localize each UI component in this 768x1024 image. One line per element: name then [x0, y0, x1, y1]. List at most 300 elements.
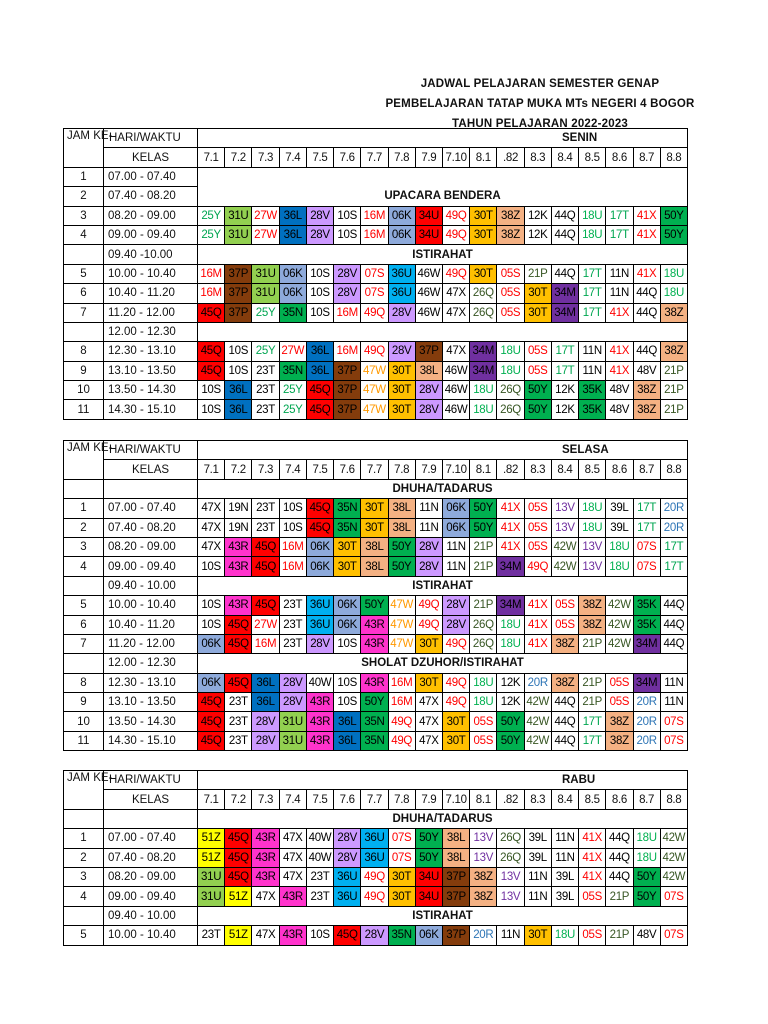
time-cell: 09.40 - 10.00 — [104, 576, 198, 595]
subject-cell: 43R — [361, 615, 388, 634]
subject-cell: 51Z — [198, 848, 225, 867]
subject-cell: 42W — [524, 712, 551, 731]
subject-cell: 28V — [334, 264, 361, 283]
class-column-header: 8.1 — [470, 460, 497, 479]
schedule-row — [64, 303, 688, 322]
subject-cell: 13V — [579, 557, 606, 576]
schedule-row — [64, 167, 688, 186]
hari-waktu-header: HARI/WAKTU — [104, 441, 198, 460]
subject-cell: 49Q — [442, 634, 469, 653]
subject-cell: 11N — [551, 829, 578, 848]
subject-cell: 10S — [306, 926, 333, 945]
subject-cell: 10S — [198, 400, 225, 419]
subject-cell: 37P — [415, 342, 442, 361]
jam-cell: 8 — [64, 342, 104, 361]
class-column-header: 7.2 — [225, 148, 252, 167]
subject-cell: 23T — [306, 887, 333, 906]
subject-cell: 05S — [551, 615, 578, 634]
class-column-header: 7.8 — [388, 148, 415, 167]
subject-cell: 48V — [633, 361, 660, 380]
time-cell: 10.00 - 10.40 — [104, 264, 198, 283]
subject-cell: 36L — [225, 400, 252, 419]
class-column-header: 7.4 — [279, 148, 306, 167]
subject-cell: 07S — [660, 887, 687, 906]
subject-cell: 18U — [633, 848, 660, 867]
subject-cell: 42W — [660, 829, 687, 848]
header-line-1: JADWAL PELAJARAN SEMESTER GENAP — [420, 78, 660, 90]
subject-cell: 20R — [660, 518, 687, 537]
subject-cell: 18U — [497, 342, 524, 361]
subject-cell: 51Z — [198, 829, 225, 848]
subject-cell: 06K — [279, 264, 306, 283]
jam-cell — [64, 576, 104, 595]
subject-cell: 36L — [252, 673, 279, 692]
subject-cell: 36U — [388, 264, 415, 283]
subject-cell: 35N — [334, 499, 361, 518]
jam-cell: 9 — [64, 361, 104, 380]
subject-cell: 31U — [279, 731, 306, 750]
subject-cell: 39L — [606, 518, 633, 537]
subject-cell: 17T — [633, 518, 660, 537]
subject-cell: 43R — [225, 557, 252, 576]
subject-cell: 28V — [252, 731, 279, 750]
subject-cell: 47X — [442, 284, 469, 303]
time-cell: 10.40 - 11.20 — [104, 284, 198, 303]
subject-cell: 39L — [551, 887, 578, 906]
subject-cell: 28V — [361, 926, 388, 945]
jam-cell: 5 — [64, 264, 104, 283]
subject-cell: 38Z — [579, 596, 606, 615]
subject-cell: 50Y — [388, 557, 415, 576]
subject-cell: 35K — [633, 596, 660, 615]
subject-cell: 30T — [415, 634, 442, 653]
time-cell: 07.00 - 07.40 — [104, 167, 198, 186]
subject-cell: 10S — [198, 381, 225, 400]
subject-cell: 44Q — [551, 225, 578, 244]
subject-cell: 38Z — [606, 731, 633, 750]
subject-cell: 47X — [252, 887, 279, 906]
subject-cell: 10S — [306, 284, 333, 303]
subject-cell: 36L — [334, 731, 361, 750]
time-cell: 14.30 - 15.10 — [104, 400, 198, 419]
subject-cell: 30T — [388, 400, 415, 419]
subject-cell: 41X — [606, 342, 633, 361]
jam-cell: 11 — [64, 731, 104, 750]
subject-cell: 50Y — [633, 887, 660, 906]
schedule-row — [64, 809, 688, 828]
subject-cell: 38L — [388, 499, 415, 518]
subject-cell: 31U — [225, 225, 252, 244]
subject-cell: 18U — [579, 225, 606, 244]
subject-cell: 38L — [442, 848, 469, 867]
subject-cell: 18U — [470, 381, 497, 400]
subject-cell: 34M — [497, 557, 524, 576]
subject-cell: 11N — [579, 361, 606, 380]
subject-cell: 44Q — [606, 848, 633, 867]
day-name: SENIN — [198, 129, 688, 148]
subject-cell: 23T — [252, 361, 279, 380]
schedule-row — [64, 731, 688, 750]
subject-cell: 41X — [579, 848, 606, 867]
subject-cell: 50Y — [524, 381, 551, 400]
class-column-header: 8.5 — [579, 460, 606, 479]
subject-cell: 11N — [660, 673, 687, 692]
subject-cell: 47X — [442, 303, 469, 322]
subject-cell: 05S — [497, 303, 524, 322]
time-cell: 13.50 - 14.30 — [104, 712, 198, 731]
subject-cell: 34M — [551, 303, 578, 322]
header-row — [64, 441, 688, 460]
subject-cell: 35N — [361, 731, 388, 750]
time-cell — [104, 809, 198, 828]
subject-cell: 16M — [361, 225, 388, 244]
subject-cell: 28V — [415, 537, 442, 556]
subject-cell: 42W — [551, 557, 578, 576]
subject-cell: 37P — [334, 361, 361, 380]
hari-waktu-header: HARI/WAKTU — [104, 771, 198, 790]
subject-cell: 49Q — [442, 693, 469, 712]
schedule-table-rabu — [63, 770, 688, 946]
jam-cell: 2 — [64, 518, 104, 537]
schedule-row — [64, 634, 688, 653]
subject-cell: 23T — [306, 867, 333, 886]
subject-cell: 21P — [579, 634, 606, 653]
subject-cell: 34M — [497, 596, 524, 615]
subject-cell: 45Q — [225, 634, 252, 653]
subject-cell: 45Q — [225, 673, 252, 692]
subject-cell: 34U — [415, 887, 442, 906]
subject-cell: 43R — [252, 867, 279, 886]
subject-cell: 45Q — [198, 342, 225, 361]
subject-cell: 36L — [306, 342, 333, 361]
subject-cell: 21P — [579, 693, 606, 712]
subject-cell: 36U — [334, 867, 361, 886]
subject-cell: 46W — [415, 284, 442, 303]
jam-cell: 11 — [64, 400, 104, 419]
subject-cell: 36L — [225, 381, 252, 400]
subject-cell: 26Q — [497, 848, 524, 867]
subject-cell: 12K — [524, 225, 551, 244]
subject-cell: 30T — [361, 499, 388, 518]
subject-cell: 40W — [306, 848, 333, 867]
subject-cell: 47W — [388, 634, 415, 653]
subject-cell: 49Q — [415, 615, 442, 634]
banner-cell: ISTIRAHAT — [198, 245, 688, 264]
schedule-row — [64, 479, 688, 498]
jam-cell: 1 — [64, 167, 104, 186]
subject-cell: 18U — [606, 537, 633, 556]
subject-cell: 47W — [388, 615, 415, 634]
subject-cell: 06K — [198, 634, 225, 653]
subject-cell: 50Y — [415, 829, 442, 848]
header-row — [64, 129, 688, 148]
subject-cell: 46W — [442, 381, 469, 400]
subject-cell: 06K — [306, 537, 333, 556]
schedule-row — [64, 867, 688, 886]
subject-cell: 45Q — [306, 518, 333, 537]
subject-cell: 47W — [361, 361, 388, 380]
subject-cell: 07S — [660, 926, 687, 945]
subject-cell: 37P — [225, 303, 252, 322]
time-cell: 10.00 - 10.40 — [104, 926, 198, 945]
subject-cell: 34M — [470, 361, 497, 380]
subject-cell: 18U — [579, 518, 606, 537]
subject-cell: 45Q — [306, 381, 333, 400]
subject-cell: 05S — [497, 284, 524, 303]
subject-cell: 18U — [633, 829, 660, 848]
subject-cell: 47X — [279, 848, 306, 867]
subject-cell: 18U — [470, 400, 497, 419]
subject-cell: 38Z — [579, 615, 606, 634]
subject-cell: 46W — [442, 361, 469, 380]
subject-cell: 44Q — [633, 284, 660, 303]
subject-cell: 31U — [198, 887, 225, 906]
subject-cell: 45Q — [306, 400, 333, 419]
subject-cell: 27W — [279, 342, 306, 361]
class-column-header: 7.6 — [334, 790, 361, 809]
header-line-2: PEMBELAJARAN TATAP MUKA MTs NEGERI 4 BOGOR — [385, 98, 695, 110]
schedule-row — [64, 225, 688, 244]
subject-cell: 17T — [551, 342, 578, 361]
subject-cell: 36L — [306, 361, 333, 380]
subject-cell: 21P — [470, 537, 497, 556]
subject-cell: 35N — [279, 303, 306, 322]
subject-cell: 51Z — [225, 887, 252, 906]
subject-cell: 05S — [497, 264, 524, 283]
subject-cell: 36U — [306, 615, 333, 634]
subject-cell: 20R — [524, 673, 551, 692]
subject-cell: 50Y — [361, 596, 388, 615]
subject-cell: 30T — [334, 537, 361, 556]
subject-cell: 35N — [279, 361, 306, 380]
subject-cell: 10S — [334, 225, 361, 244]
subject-cell: 17T — [579, 303, 606, 322]
subject-cell: 23T — [225, 712, 252, 731]
class-column-header: 8.5 — [579, 790, 606, 809]
subject-cell: 49Q — [361, 867, 388, 886]
subject-cell: 30T — [388, 361, 415, 380]
subject-cell: 30T — [415, 673, 442, 692]
class-column-header: 7.5 — [306, 148, 333, 167]
subject-cell: 37P — [334, 400, 361, 419]
subject-cell: 45Q — [225, 867, 252, 886]
subject-cell: 44Q — [551, 712, 578, 731]
subject-cell: 18U — [497, 361, 524, 380]
subject-cell: 41X — [606, 361, 633, 380]
subject-cell: 42W — [606, 596, 633, 615]
subject-cell: 34U — [415, 867, 442, 886]
subject-cell: 49Q — [415, 596, 442, 615]
subject-cell: 31U — [252, 264, 279, 283]
subject-cell: 12K — [524, 206, 551, 225]
subject-cell: 06K — [415, 926, 442, 945]
subject-cell: 25Y — [198, 225, 225, 244]
subject-cell: 49Q — [361, 887, 388, 906]
class-column-header: 7.10 — [442, 790, 469, 809]
jam-cell: 1 — [64, 499, 104, 518]
jam-cell: 4 — [64, 557, 104, 576]
subject-cell: 13V — [579, 537, 606, 556]
subject-cell: 44Q — [633, 303, 660, 322]
subject-cell: 42W — [524, 693, 551, 712]
schedule-row — [64, 829, 688, 848]
subject-cell: 47X — [198, 518, 225, 537]
subject-cell: 28V — [306, 225, 333, 244]
subject-cell: 17T — [579, 264, 606, 283]
subject-cell: 07S — [660, 712, 687, 731]
class-column-header: 7.2 — [225, 460, 252, 479]
subject-cell: 05S — [524, 537, 551, 556]
subject-cell: 17T — [633, 499, 660, 518]
schedule-row — [64, 284, 688, 303]
class-column-header: 8.8 — [660, 148, 687, 167]
time-cell: 08.20 - 09.00 — [104, 206, 198, 225]
subject-cell: 11N — [579, 342, 606, 361]
subject-cell: 18U — [497, 634, 524, 653]
subject-cell: 46W — [415, 264, 442, 283]
jam-ke-header: JAM KE- — [64, 129, 104, 168]
subject-cell: 18U — [660, 264, 687, 283]
subject-cell: 44Q — [551, 264, 578, 283]
subject-cell: 20R — [633, 712, 660, 731]
schedule-row — [64, 537, 688, 556]
subject-cell: 35N — [388, 926, 415, 945]
subject-cell: 45Q — [225, 615, 252, 634]
time-cell: 07.40 - 08.20 — [104, 848, 198, 867]
subject-cell: 26Q — [470, 284, 497, 303]
subject-cell: 18U — [497, 615, 524, 634]
subject-cell: 43R — [252, 848, 279, 867]
subject-cell: 05S — [524, 518, 551, 537]
subject-cell: 06K — [442, 499, 469, 518]
subject-cell: 16M — [388, 673, 415, 692]
subject-cell: 47W — [361, 381, 388, 400]
subject-cell: 46W — [415, 303, 442, 322]
subject-cell: 10S — [306, 264, 333, 283]
subject-cell: 10S — [334, 693, 361, 712]
subject-cell: 49Q — [388, 731, 415, 750]
subject-cell: 38L — [388, 518, 415, 537]
subject-cell: 28V — [279, 693, 306, 712]
subject-cell: 42W — [660, 848, 687, 867]
subject-cell: 12K — [497, 693, 524, 712]
subject-cell: 05S — [606, 693, 633, 712]
subject-cell: 23T — [279, 615, 306, 634]
kelas-header: KELAS — [104, 790, 198, 809]
subject-cell: 11N — [415, 518, 442, 537]
subject-cell: 40W — [306, 829, 333, 848]
subject-cell: 21P — [524, 264, 551, 283]
schedule-row — [64, 615, 688, 634]
subject-cell: 42W — [551, 537, 578, 556]
time-cell: 13.10 - 13.50 — [104, 361, 198, 380]
subject-cell: 31U — [279, 712, 306, 731]
subject-cell: 45Q — [225, 829, 252, 848]
subject-cell: 16M — [334, 342, 361, 361]
subject-cell: 37P — [442, 926, 469, 945]
subject-cell: 35N — [361, 712, 388, 731]
banner-cell: UPACARA BENDERA — [198, 187, 688, 206]
time-cell: 07.40 - 08.20 — [104, 518, 198, 537]
schedule-row — [64, 187, 688, 206]
class-column-header: 8.8 — [660, 460, 687, 479]
banner-cell: SHOLAT DZUHOR/ISTIRAHAT — [198, 654, 688, 673]
subject-cell: 05S — [606, 673, 633, 692]
subject-cell: 41X — [524, 596, 551, 615]
subject-cell: 38Z — [606, 712, 633, 731]
subject-cell: 50Y — [497, 731, 524, 750]
subject-cell: 12K — [551, 400, 578, 419]
subject-cell: 41X — [579, 867, 606, 886]
subject-cell: 16M — [279, 557, 306, 576]
subject-cell: 37P — [442, 867, 469, 886]
subject-cell: 36U — [361, 829, 388, 848]
subject-cell: 43R — [252, 829, 279, 848]
subject-cell: 41X — [633, 206, 660, 225]
subject-cell: 49Q — [361, 303, 388, 322]
subject-cell: 28V — [442, 615, 469, 634]
subject-cell: 28V — [306, 206, 333, 225]
subject-cell: 47X — [415, 712, 442, 731]
subject-cell: 34M — [551, 284, 578, 303]
class-column-header: 7.8 — [388, 460, 415, 479]
subject-cell: 38Z — [497, 206, 524, 225]
class-column-header: 8.4 — [551, 790, 578, 809]
subject-cell: 44Q — [660, 615, 687, 634]
time-cell: 12.00 - 12.30 — [104, 654, 198, 673]
jam-cell — [64, 322, 104, 341]
subject-cell: 17T — [660, 557, 687, 576]
class-column-header: 7.9 — [415, 460, 442, 479]
subject-cell: 25Y — [198, 206, 225, 225]
subject-cell: 36L — [279, 225, 306, 244]
subject-cell: 30T — [470, 264, 497, 283]
kelas-header: KELAS — [104, 148, 198, 167]
subject-cell: 18U — [470, 693, 497, 712]
subject-cell: 13V — [551, 499, 578, 518]
subject-cell: 25Y — [252, 342, 279, 361]
jam-cell — [64, 809, 104, 828]
subject-cell: 44Q — [606, 829, 633, 848]
time-cell: 07.40 - 08.20 — [104, 187, 198, 206]
subject-cell: 44Q — [660, 596, 687, 615]
class-column-header: 8.1 — [470, 790, 497, 809]
subject-cell: 21P — [470, 596, 497, 615]
subject-cell: 20R — [660, 499, 687, 518]
subject-cell: 27W — [252, 615, 279, 634]
subject-cell: 35K — [633, 615, 660, 634]
subject-cell: 06K — [388, 225, 415, 244]
header-line-3: TAHUN PELAJARAN 2022-2023 — [451, 118, 629, 130]
subject-cell: 06K — [198, 673, 225, 692]
subject-cell: 30T — [470, 225, 497, 244]
jam-cell: 10 — [64, 381, 104, 400]
subject-cell: 13V — [497, 887, 524, 906]
subject-cell: 49Q — [442, 264, 469, 283]
subject-cell: 28V — [306, 634, 333, 653]
time-cell: 08.20 - 09.00 — [104, 537, 198, 556]
subject-cell: 18U — [579, 499, 606, 518]
schedule-row — [64, 576, 688, 595]
jam-cell: 3 — [64, 867, 104, 886]
subject-cell: 07S — [633, 537, 660, 556]
subject-cell: 07S — [361, 264, 388, 283]
time-cell: 11.20 - 12.00 — [104, 634, 198, 653]
subject-cell: 31U — [198, 867, 225, 886]
subject-cell: 19N — [225, 499, 252, 518]
subject-cell: 11N — [606, 284, 633, 303]
subject-cell: 16M — [279, 537, 306, 556]
